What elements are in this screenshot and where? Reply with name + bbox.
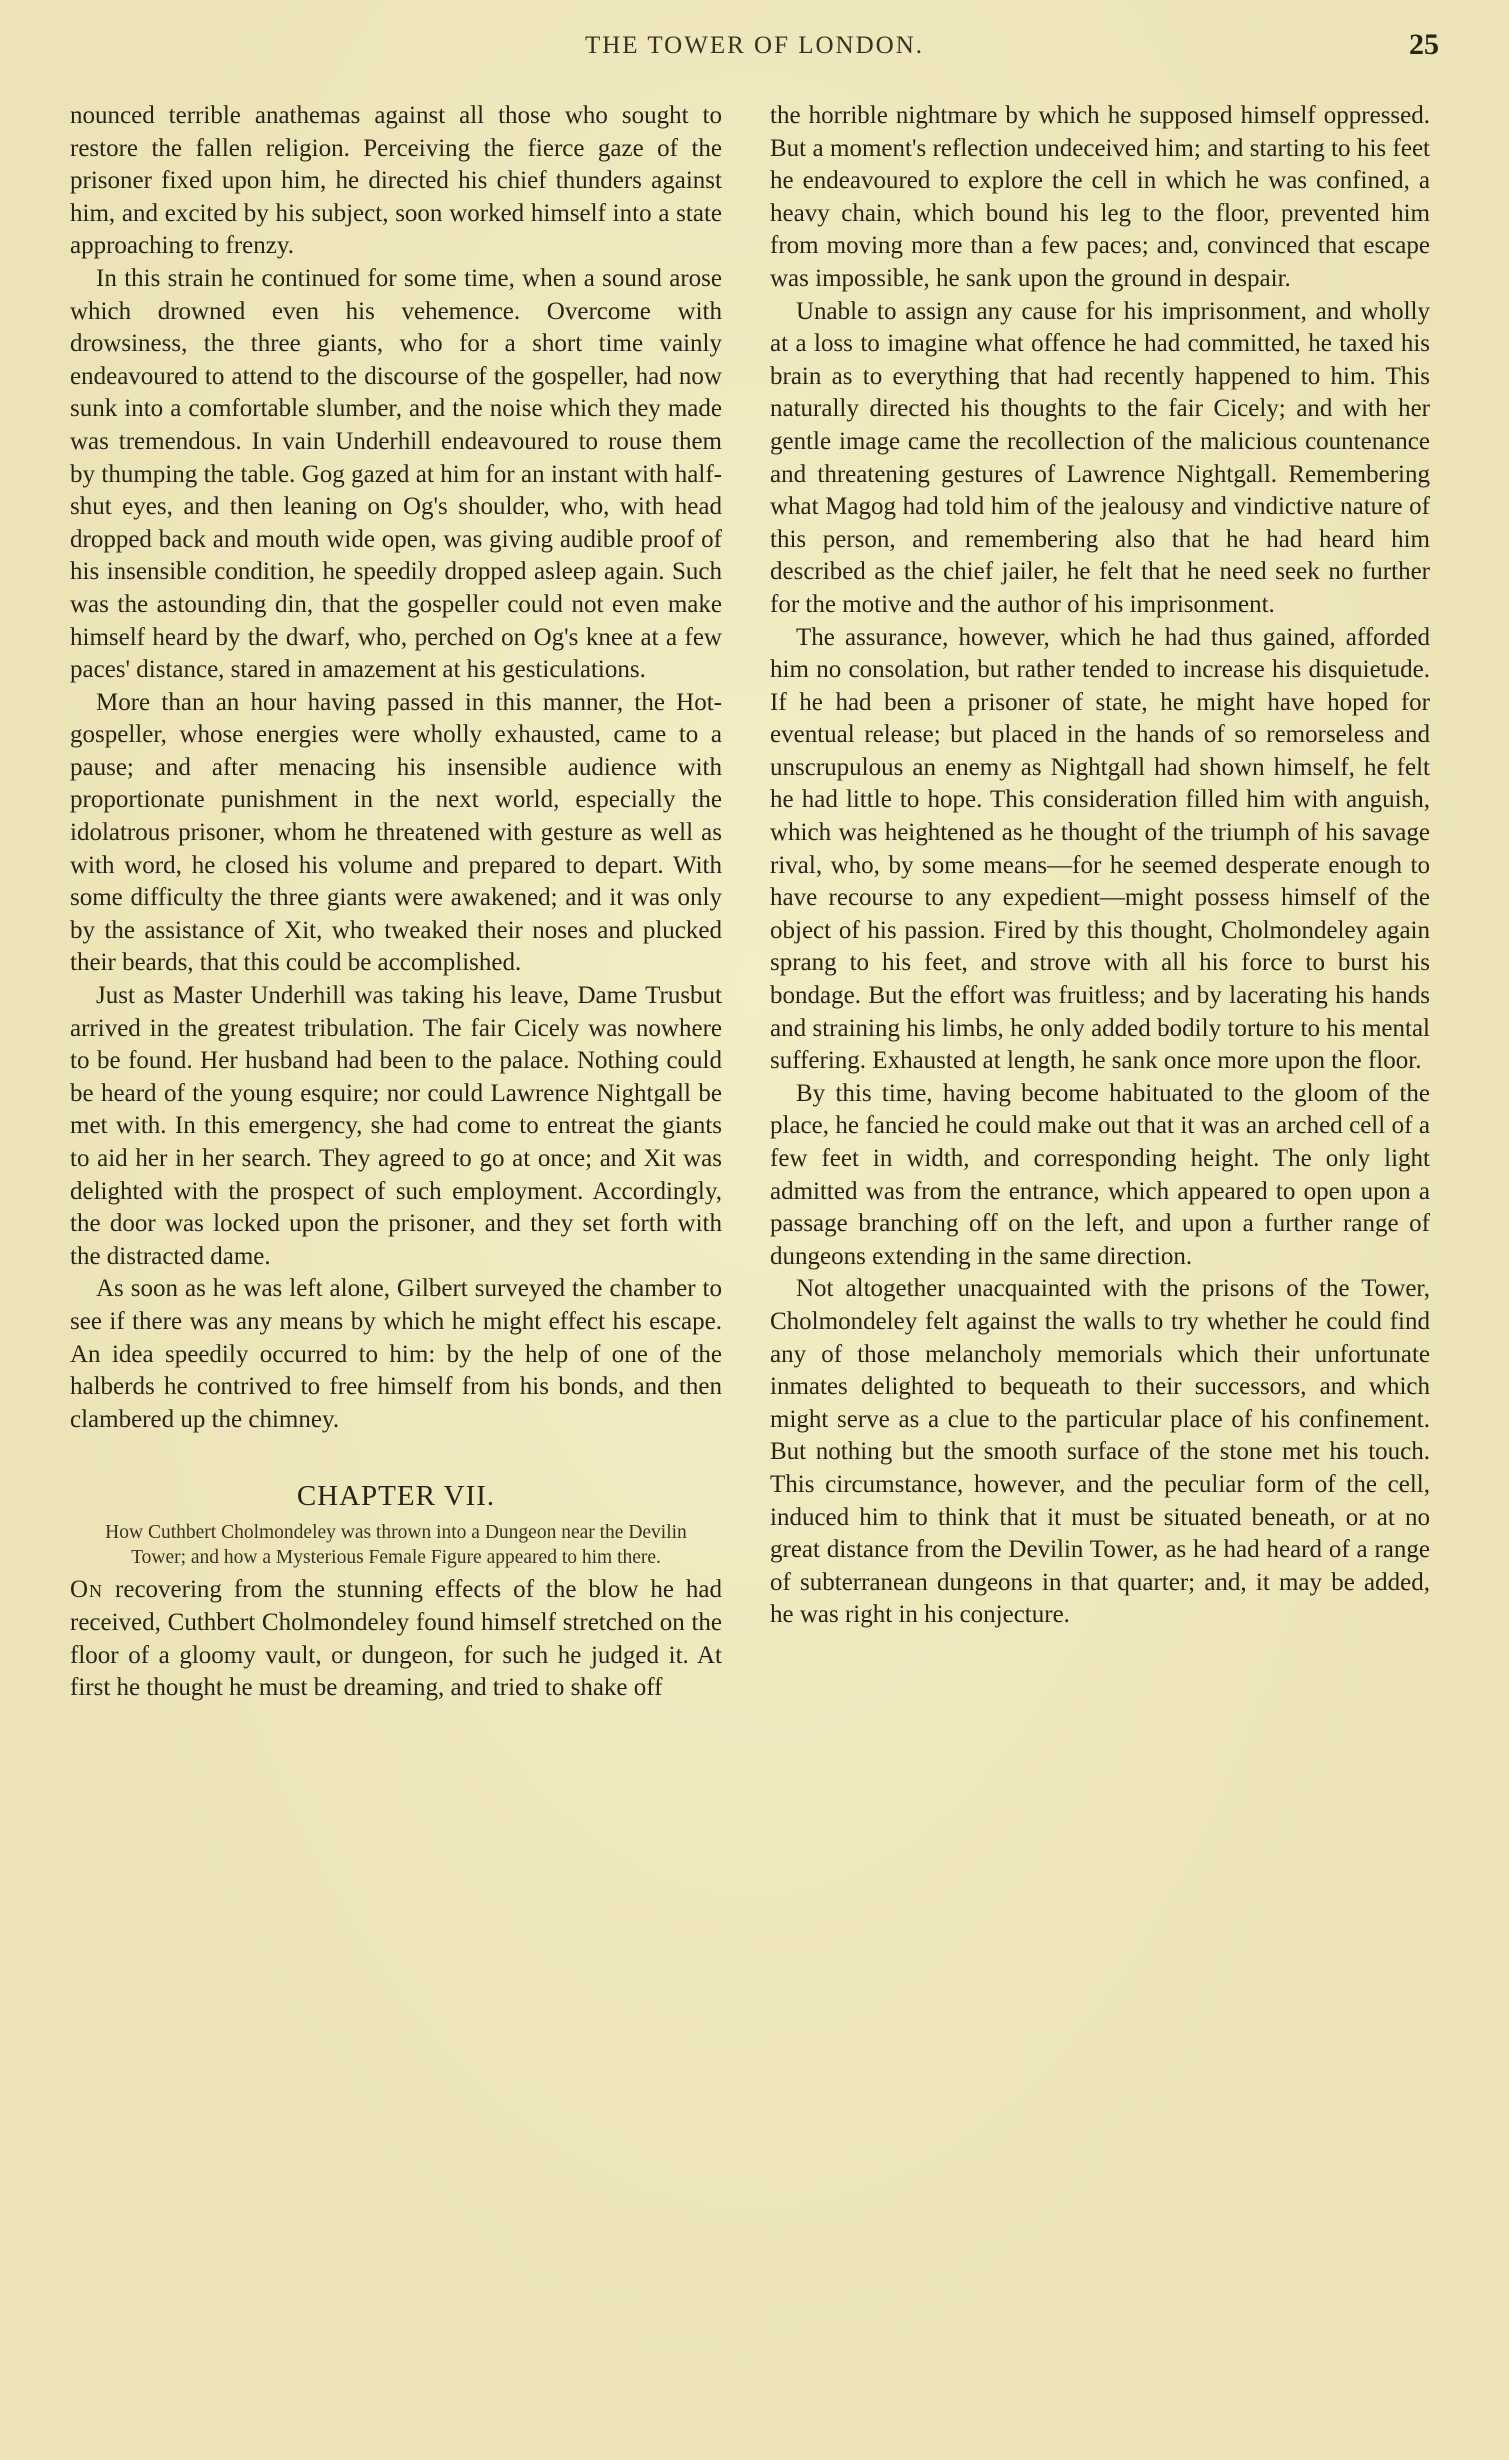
chapter-opening-word: On — [70, 1576, 104, 1604]
right-column — [770, 100, 1430, 1632]
running-title: THE TOWER OF LONDON. — [584, 32, 925, 59]
text-columns — [0, 100, 1509, 2440]
paragraph: By this time, having become habituated to the gloom of the place, he fancied he could make out that it was an arched cell of a few feet in width, and corresponding height. The only light admitted was from the entrance, which appeared to open upon a passage branching off on the left, and upon a further range of dungeons extending in the same direction. — [770, 1079, 1430, 1270]
paragraph: Just as Master Underhill was taking his leave, Dame Trusbut arrived in the greatest tribulation. The fair Cicely was nowhere to be found. Her husband had been to the palace. Nothing could be heard of the young esquire; nor could Lawrence Nightgall be met with. In this emergency, she had come to entreat the giants to aid her in her search. They agreed to go at once; and Xit was delighted with the prospect of such employment. Accordingly, the door was locked upon the prisoner, and they set forth with the distracted dame. — [70, 982, 722, 1270]
chapter-title: CHAPTER VII. — [296, 1480, 496, 1513]
chapter-summary: How Cuthbert Cholmondeley was thrown into a Dungeon near the Devilin Tower; and how a Mysterious Female Figure appeared to him there. — [105, 1522, 687, 1569]
chapter-opening-text: recovering from the stunning effects of the blow he had received, Cuthbert Cholmondeley found himself stretched on the floor of a gloomy vault, or dungeon, for such he judged it. At first he thought he must be dreaming, and tried to shake off — [70, 1576, 722, 1702]
chapter-opening-paragraph — [70, 1574, 722, 1704]
paragraph: In this strain he continued for some time, when a sound arose which drowned even his vehemence. Overcome with drowsiness, the three giants, who for a short time vainly endeavoured to attend to the discourse of the gospeller, had now sunk into a comfortable slumber, and the noise which they made was tremendous. In vain Underhill endeavoured to rouse them by thumping the table. Gog gazed at him for an instant with half-shut eyes, and then leaning on Og's shoulder, who, with head dropped back and mouth wide open, was giving audible proof of his insensible condition, he speedily dropped asleep again. Such was the astounding din, that the gospeller could not even make himself heard by the dwarf, who, perched on Og's knee at a few paces' distance, stared in amazement at his gesticulations. — [70, 264, 722, 684]
paragraph: nounced terrible anathemas against all those who sought to restore the fallen religion. Perceiving the fierce gaze of the prisoner fixed upon him, he directed his chief thunders against him, and excited by his subject, soon worked himself into a state approaching to frenzy. — [70, 102, 722, 260]
left-column — [70, 100, 722, 1705]
paragraph: As soon as he was left alone, Gilbert surveyed the chamber to see if there was any means by which he might effect his escape. An idea speedily occurred to him: by the help of one of the halberds he contrived to free himself from his bonds, and then clambered up the chimney. — [70, 1275, 722, 1433]
paragraph: The assurance, however, which he had thus gained, afforded him no consolation, but rather tended to increase his disquietude. If he had been a prisoner of state, he might have hoped for eventual release; but placed in the hands of so remorseless and unscrupulous an enemy as Nightgall had shown himself, he felt he had little to hope. This consideration filled him with anguish, which was heightened as he thought of the triumph of his savage rival, who, by some means—for he seemed desperate enough to have recourse to any expedient—might possess himself of the object of his passion. Fired by this thought, Cholmondeley again sprang to his feet, and strove with all his force to burst his bondage. But the effort was fruitless; and by lacerating his hands and straining his limbs, he only added bodily torture to his mental suffering. Exhausted at length, he sank once more upon the floor. — [770, 623, 1430, 1075]
paragraph: More than an hour having passed in this manner, the Hot-gospeller, whose energies were wholly exhausted, came to a pause; and after menacing his insensible audience with proportionate punishment in the next world, especially the idolatrous prisoner, whom he threatened with gesture as well as with word, he closed his volume and prepared to depart. With some difficulty the three giants were awakened; and it was only by the assistance of Xit, who tweaked their noses and plucked their beards, that this could be accomplished. — [70, 688, 722, 977]
paragraph: Unable to assign any cause for his imprisonment, and wholly at a loss to imagine what offence he had committed, he taxed his brain as to everything that had recently happened to him. This naturally directed his thoughts to the fair Cicely; and with her gentle image came the recollection of the malicious countenance and threatening gestures of Lawrence Nightgall. Remembering what Magog had told him of the jealousy and vindictive nature of this person, and remembering also that he had heard him described as the chief jailer, he felt that he need seek no further for the motive and the author of his imprisonment. — [770, 297, 1430, 618]
paragraph: the horrible nightmare by which he supposed himself oppressed. But a moment's reflection undeceived him; and starting to his feet he endeavoured to explore the cell in which he was confined, a heavy chain, which bound his leg to the floor, prevented him from moving more than a few paces; and, convinced that escape was impossible, he sank upon the ground in despair. — [770, 102, 1430, 292]
paragraph: Not altogether unacquainted with the prisons of the Tower, Cholmondeley felt against the walls to try whether he could find any of those melancholy memorials which their unfortunate inmates delighted to bequeath to their successors, and which might serve as a clue to the particular place of his confinement. But nothing but the smooth surface of the stone met his touch. This circumstance, however, and the peculiar form of the cell, induced him to think that it must be situated beneath, or at no great distance from the Devilin Tower, as he had heard of a range of subterranean dungeons in that quarter; and, it may be added, he was right in his conjecture. — [770, 1275, 1430, 1629]
page-number: 25 — [1409, 28, 1439, 61]
running-head — [60, 28, 1449, 68]
